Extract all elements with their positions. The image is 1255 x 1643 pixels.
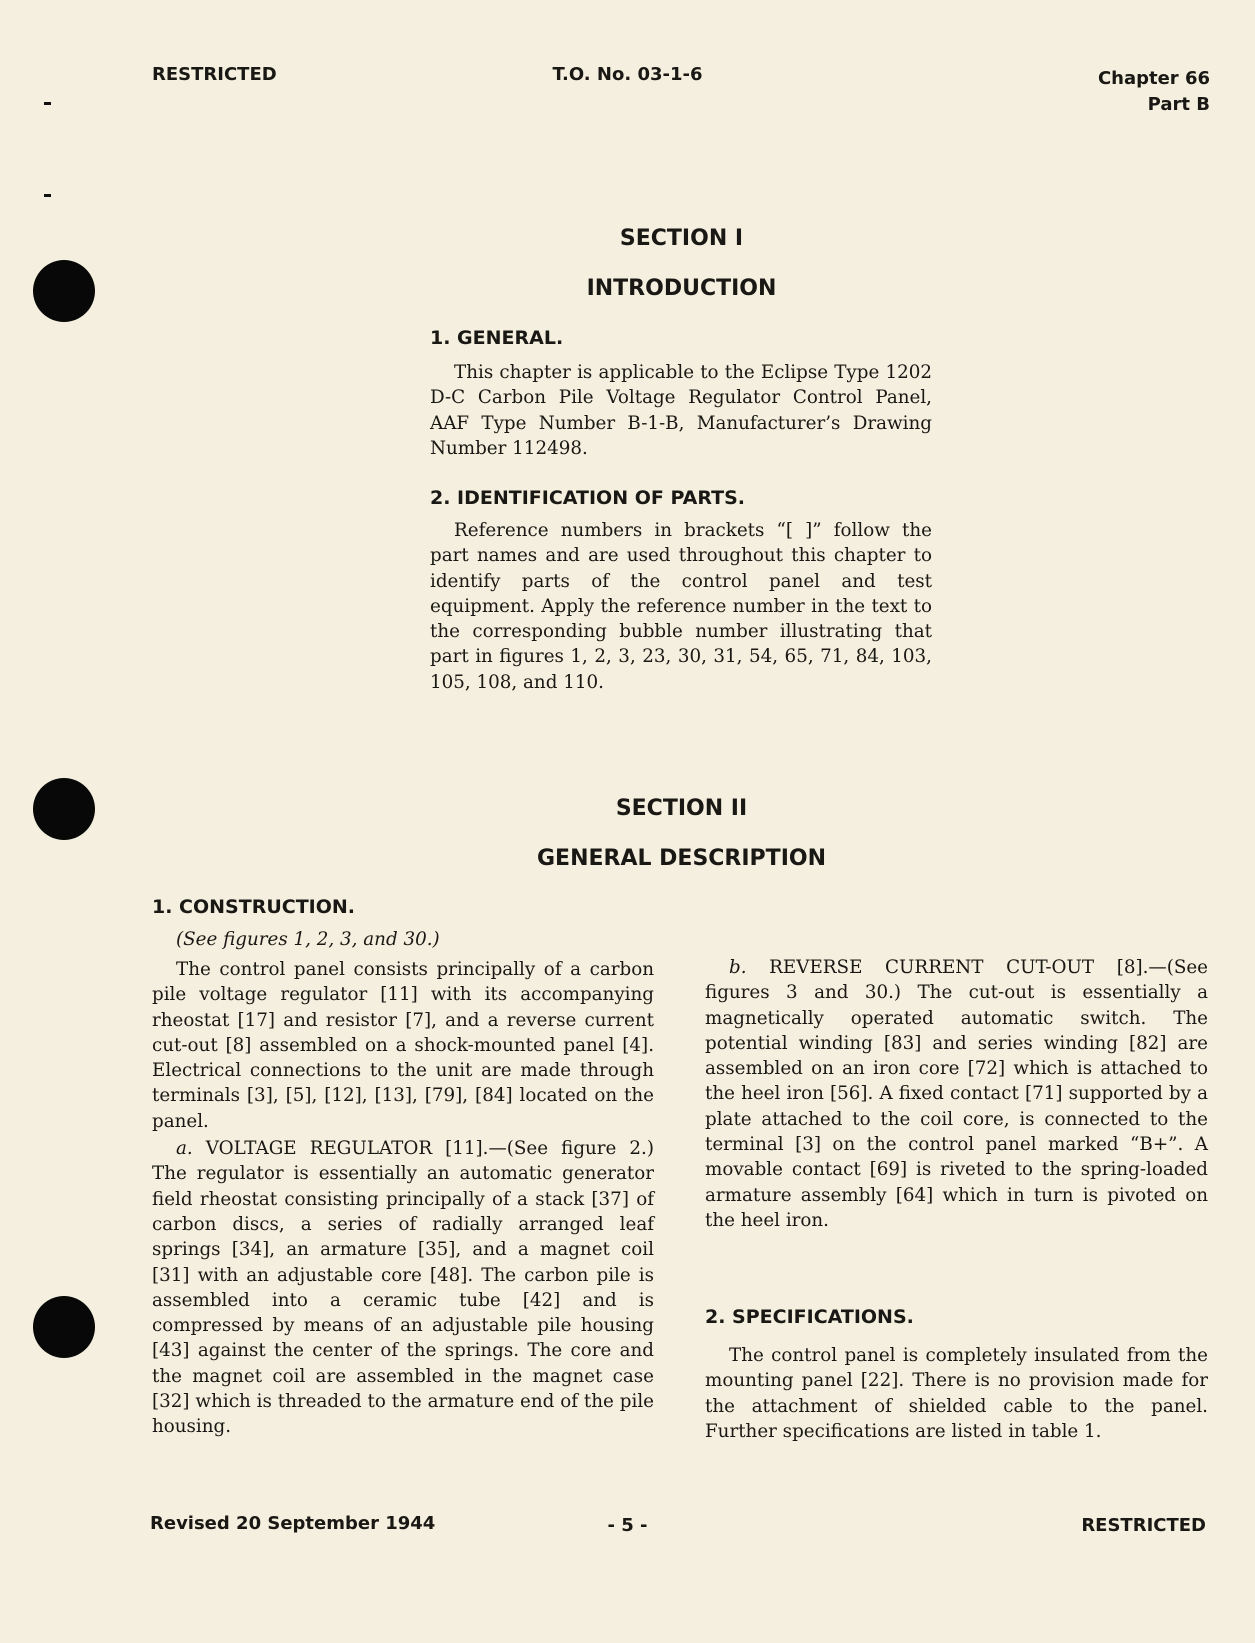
- header-to-number: T.O. No. 03-1-6: [552, 64, 703, 85]
- identification-paragraph: Reference numbers in brackets “[ ]” follow the part names and are used throughout this chapter to identify parts of the control panel and test equipment. Apply the reference number in the text to the corresponding bubble number illustrating that part in figures 1, 2, 3, 23, 30, 31, 54, 65, 71, 84, 103, 105, 108, and 110.: [430, 520, 932, 693]
- general-paragraph-block: [430, 360, 932, 463]
- header-part-line: Part B: [1147, 94, 1210, 115]
- footer-restricted: RESTRICTED: [1081, 1515, 1206, 1536]
- cutout-column: [705, 955, 1208, 1235]
- section-2-subtitle: GENERAL DESCRIPTION: [536, 846, 826, 871]
- section-1-subtitle: INTRODUCTION: [586, 276, 777, 301]
- identification-heading: 2. IDENTIFICATION OF PARTS.: [430, 487, 745, 509]
- voltage-regulator-text: VOLTAGE REGULATOR [11].—(See figure 2.) The regulator is essentially an automatic generator field rheostat consisting principally of a stack [37] of carbon discs, a series of radially arranged leaf springs [34], an armature [35], and a magnet coil [31] with an adjustable core [48]. The carbon pile is assembled into a ceramic tube [42] and is compressed by means of an adjustable pile housing [43] against the center of the springs. The core and the magnet coil are assembled in the magnet case [32] which is threaded to the armature end of the pile housing.: [152, 1138, 654, 1438]
- speck-mark: [44, 194, 51, 197]
- header-restricted: RESTRICTED: [152, 64, 277, 85]
- reverse-cutout-label: b.: [729, 957, 747, 978]
- construction-paragraph: The control panel consists principally of a carbon pile voltage regulator [11] with its accompanying rheostat [17] and resistor [7], and a reverse current cut-out [8] assembled on a shock-mounted panel [4]. Electrical connections to the unit are made through terminals [3], [5], [12], [13], [79], [84] located on the panel.: [152, 959, 654, 1132]
- reverse-cutout-paragraph: [705, 955, 1208, 1233]
- section-2-title: SECTION II: [615, 796, 748, 821]
- specifications-block: [705, 1343, 1208, 1446]
- header-chapter-line: Chapter 66: [1097, 68, 1210, 89]
- section-1-title: SECTION I: [619, 226, 744, 251]
- general-heading: 1. GENERAL.: [430, 327, 564, 349]
- speck-mark: [44, 102, 51, 105]
- identification-paragraph-block: [430, 518, 932, 697]
- header-chapter: [1098, 66, 1210, 118]
- general-paragraph: This chapter is applicable to the Eclipse Type 1202 D-C Carbon Pile Voltage Regulator Control Panel, AAF Type Number B-1-B, Manufacturer’s Drawing Number 112498.: [430, 362, 932, 459]
- construction-column: [152, 957, 654, 1442]
- footer-revised-date: Revised 20 September 1944: [150, 1513, 436, 1534]
- footer-page-number: - 5 -: [607, 1515, 648, 1536]
- construction-figure-reference: (See figures 1, 2, 3, and 30.): [176, 929, 440, 950]
- specifications-heading: 2. SPECIFICATIONS.: [705, 1306, 914, 1328]
- construction-heading: 1. CONSTRUCTION.: [152, 896, 355, 918]
- voltage-regulator-label: a.: [176, 1138, 193, 1160]
- binder-hole-bottom: [33, 1296, 95, 1358]
- voltage-regulator-paragraph: [152, 1136, 654, 1440]
- reverse-cutout-text: REVERSE CURRENT CUT-OUT [8].—(See figures 3 and 30.) The cut-out is essentially a magnetically operated automatic switch. The potential winding [83] and series winding [82] are assembled on an iron core [72] which is attached to the heel iron [56]. A fixed contact [71] supported by a plate attached to the coil core, is connected to the terminal [3] on the control panel marked “B+”. A movable contact [69] is riveted to the spring-loaded armature assembly [64] which in turn is pivoted on the heel iron.: [705, 957, 1208, 1231]
- specifications-paragraph: The control panel is completely insulated from the mounting panel [22]. There is no provision made for the attachment of shielded cable to the panel. Further specifications are listed in table 1.: [705, 1345, 1208, 1442]
